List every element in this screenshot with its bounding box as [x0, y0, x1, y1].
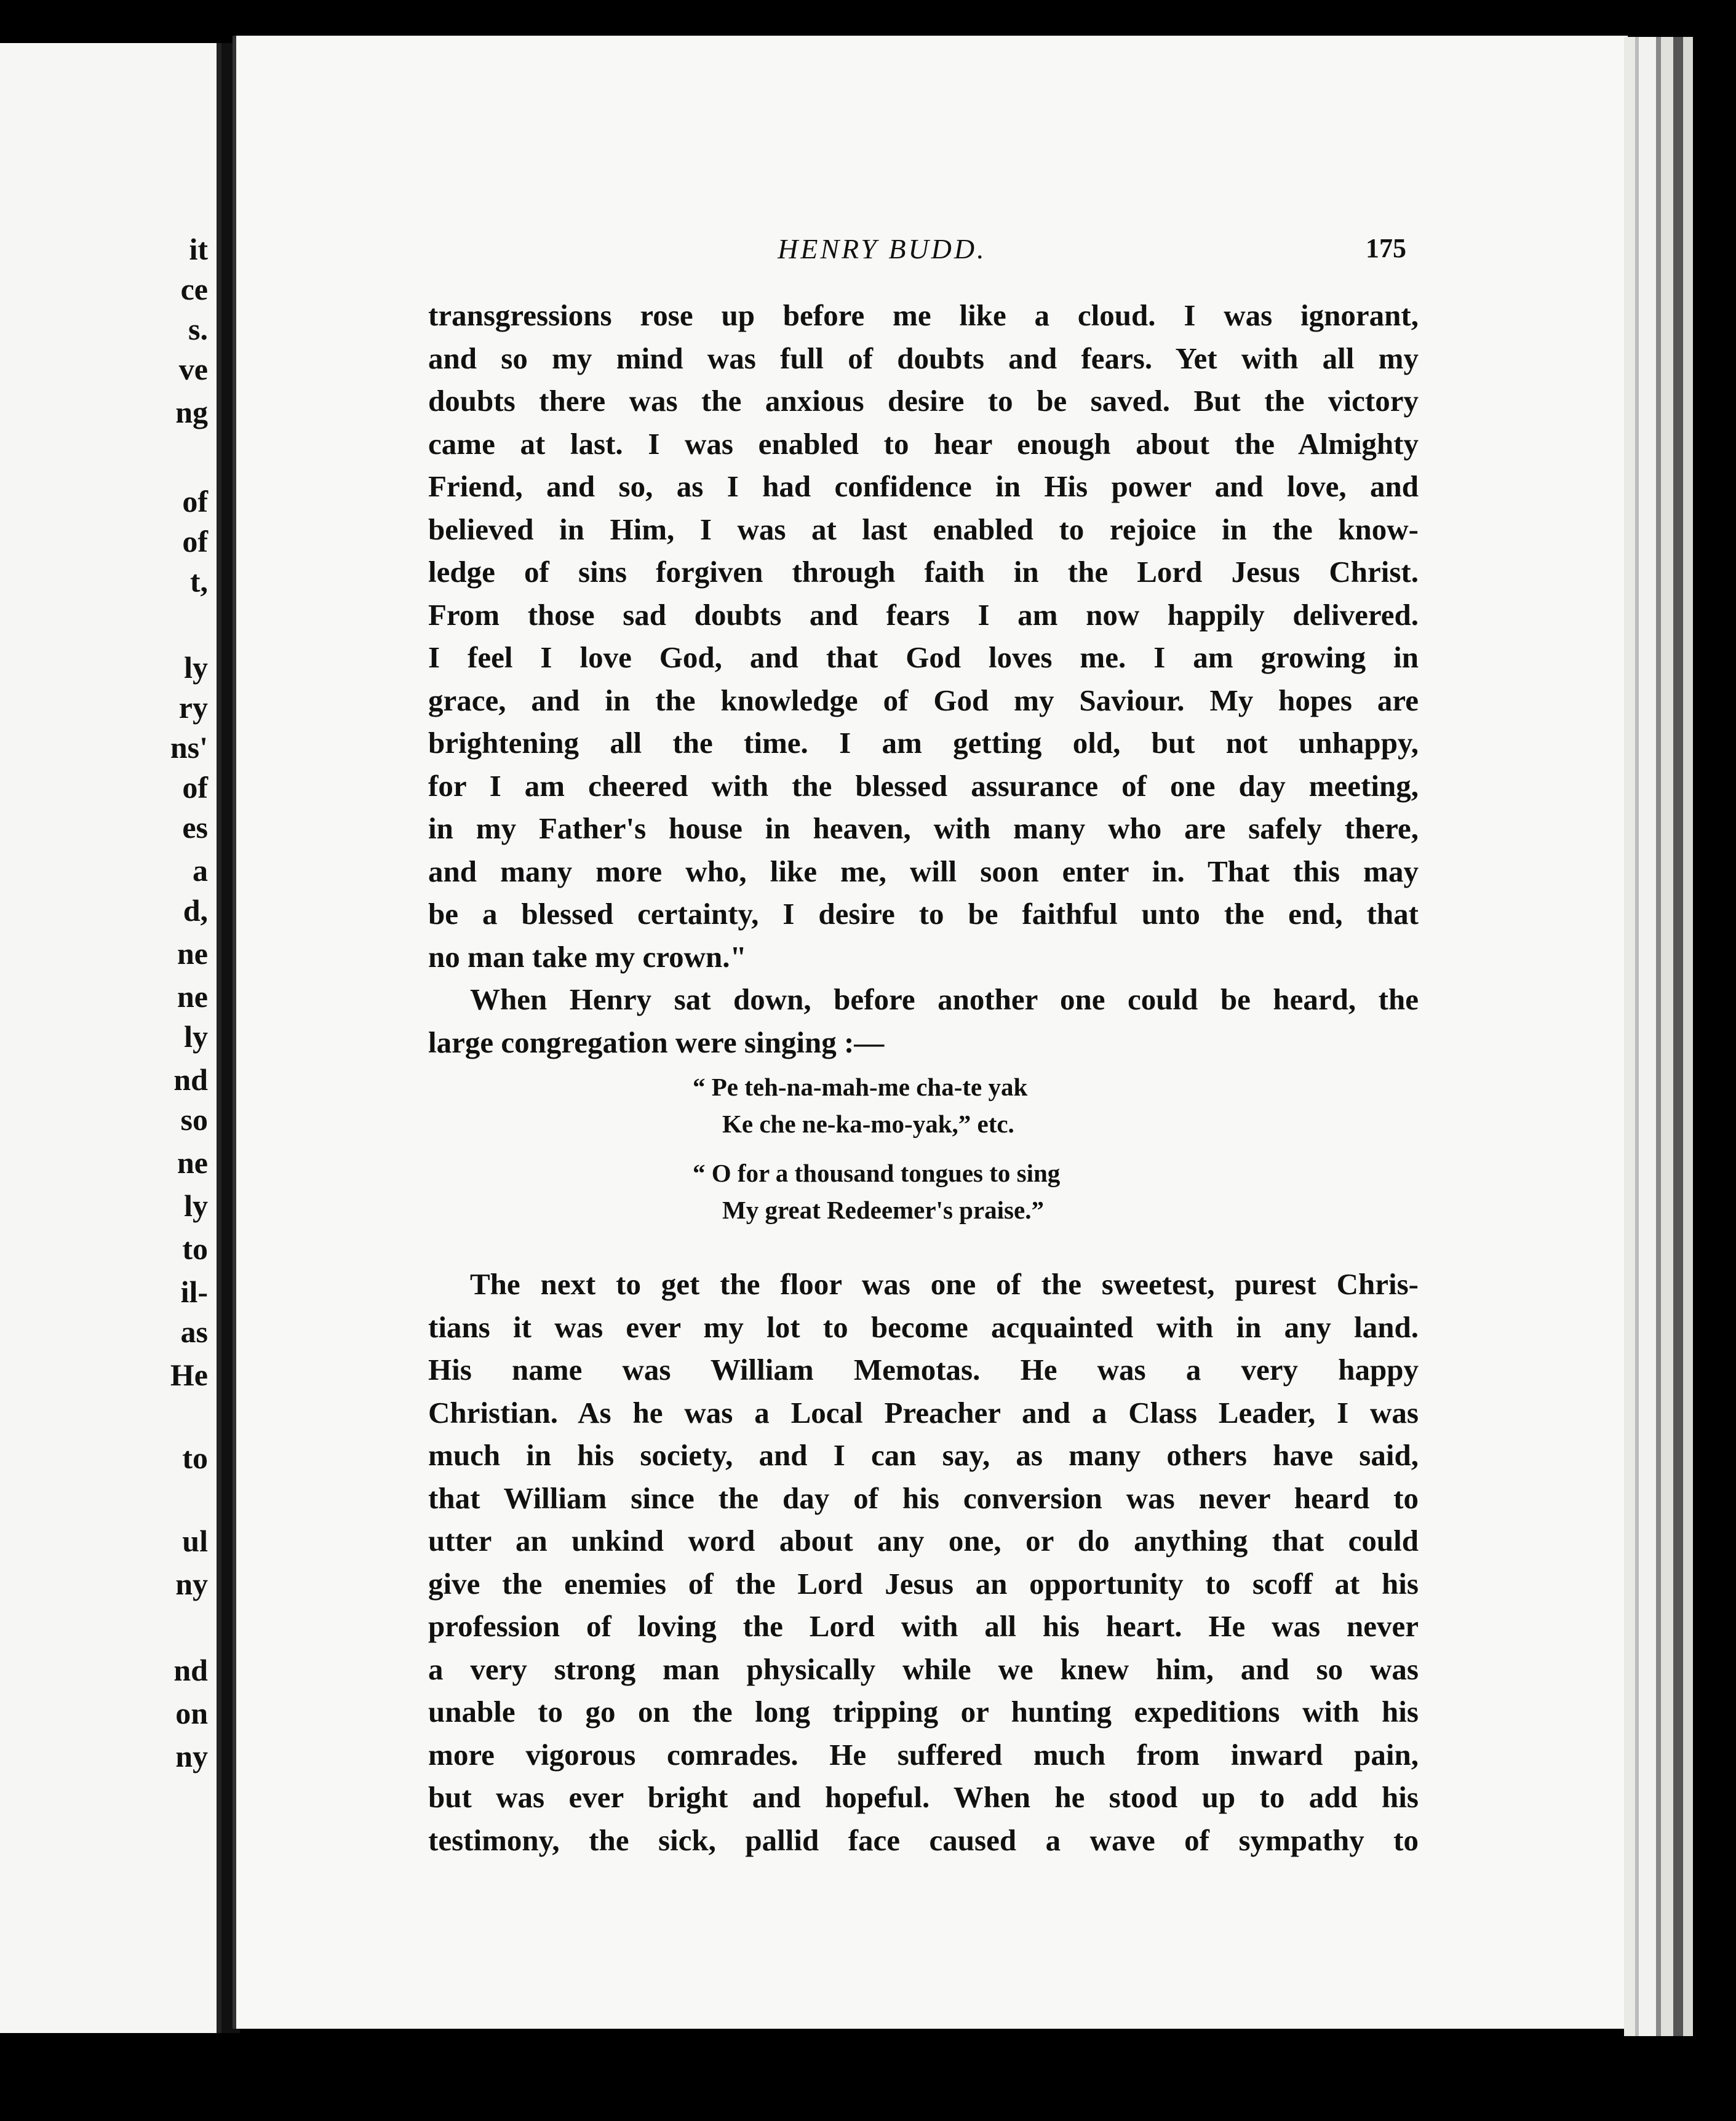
left-page-fragment: il- [180, 1275, 208, 1309]
text-line: in my Father's house in heaven, with many who are safely there, [428, 811, 1419, 845]
text-line: and many more who, like me, will soon enter in. That this may [428, 854, 1419, 888]
left-page-fragment: ly [184, 1019, 208, 1054]
text-line: From those sad doubts and fears I am now happily delivered. [428, 597, 1419, 632]
left-page-fragment: of [182, 770, 208, 805]
left-page-fragment: on [175, 1696, 208, 1730]
previous-page-edge [0, 43, 221, 2033]
text-line: much in his society, and I can say, as many others have said, [428, 1438, 1419, 1472]
text-line: a very strong man physically while we knew him, and so was [428, 1652, 1419, 1686]
left-page-fragment: ly [184, 650, 208, 685]
body-text [428, 294, 1419, 1861]
left-page-fragment: ny [175, 1739, 208, 1773]
text-line: profession of loving the Lord with all his heart. He was never [428, 1609, 1419, 1643]
left-page-fragment: ne [177, 1145, 208, 1180]
left-page-fragment: ns' [170, 730, 208, 765]
text-line: grace, and in the knowledge of God my Saviour. My hopes are [428, 683, 1419, 717]
hymn-verse [693, 1068, 1419, 1142]
text-line: Christian. As he was a Local Preacher and a Class Leader, I was [428, 1395, 1419, 1430]
left-page-fragment: ng [175, 395, 208, 429]
left-page-fragment: as [180, 1315, 208, 1349]
text-line: came at last. I was enabled to hear enough about the Almighty [428, 426, 1419, 461]
verse-line: “ O for a thousand tongues to sing [693, 1159, 1061, 1187]
text-line: The next to get the floor was one of the sweetest, purest Chris- [470, 1267, 1419, 1301]
text-line: unable to go on the long tripping or hunting expeditions with his [428, 1695, 1419, 1729]
text-line: large congregation were singing :— [428, 1025, 885, 1059]
text-line: for I am cheered with the blessed assurance of one day meeting, [428, 768, 1419, 803]
verse-line: My great Redeemer's praise.” [722, 1196, 1044, 1224]
text-line: more vigorous comrades. He suffered much from inward pain, [428, 1737, 1419, 1772]
left-page-fragment: nd [173, 1062, 208, 1097]
left-page-fragment: of [182, 524, 208, 559]
text-line: His name was William Memotas. He was a very happy [428, 1353, 1419, 1387]
left-page-fragment: t, [189, 564, 208, 599]
text-line: give the enemies of the Lord Jesus an opportunity to scoff at his [428, 1566, 1419, 1601]
text-line: believed in Him, I was at last enabled to rejoice in the know- [428, 512, 1419, 546]
text-line: brightening all the time. I am getting old, but not unhappy, [428, 726, 1419, 760]
text-line: ledge of sins forgiven through faith in the Lord Jesus Christ. [428, 555, 1419, 589]
left-page-fragment: d, [183, 893, 208, 928]
left-page-fragment: to [182, 1232, 208, 1266]
left-page-fragment: so [180, 1102, 208, 1137]
text-line: no man take my crown." [428, 939, 747, 974]
text-line: be a blessed certainty, I desire to be faithful unto the end, that [428, 897, 1419, 931]
left-page-fragment: ly [184, 1188, 208, 1223]
book-page [233, 36, 1628, 2029]
text-line: When Henry sat down, before another one could be heard, the [470, 982, 1419, 1016]
left-page-fragment: to [182, 1441, 208, 1475]
left-page-fragment: es [182, 810, 208, 845]
page-header [236, 233, 1628, 269]
left-page-fragment: ne [177, 936, 208, 971]
text-line: Friend, and so, as I had confidence in His power and love, and [428, 469, 1419, 503]
text-line: that William since the day of his conversion was never heard to [428, 1481, 1419, 1515]
left-page-fragment: ne [177, 979, 208, 1014]
text-line: doubts there was the anxious desire to be saved. But the victory [428, 384, 1419, 418]
left-page-fragment: ve [178, 352, 208, 386]
text-line: utter an unkind word about any one, or do anything that could [428, 1524, 1419, 1558]
left-page-fragment: nd [173, 1653, 208, 1687]
left-page-fragment: a [193, 853, 208, 888]
left-page-fragment: ny [175, 1567, 208, 1601]
left-page-fragment: ry [178, 690, 208, 725]
text-line: and so my mind was full of doubts and fears. Yet with all my [428, 341, 1419, 375]
text-line: I feel I love God, and that God loves me. I am growing in [428, 640, 1419, 674]
page-number: 175 [1366, 233, 1406, 263]
paragraph [428, 978, 1419, 1064]
left-page-fragment: s. [188, 312, 208, 346]
text-line: transgressions rose up before me like a cloud. I was ignorant, [428, 298, 1419, 332]
text-line: testimony, the sick, pallid face caused a wave of sympathy to [428, 1823, 1419, 1857]
text-line: but was ever bright and hopeful. When he stood up to add his [428, 1780, 1419, 1814]
book-binding-edge [1624, 37, 1710, 2036]
left-page-fragment: ce [180, 272, 208, 306]
left-page-fragment: it [189, 232, 208, 266]
paragraph [428, 1263, 1419, 1861]
left-page-fragment: ul [182, 1524, 208, 1558]
paragraph [428, 294, 1419, 978]
text-line: tians it was ever my lot to become acquainted with in any land. [428, 1310, 1419, 1344]
verse-line: “ Pe teh-na-mah-me cha-te yak [693, 1073, 1028, 1101]
running-head: HENRY BUDD. [778, 233, 987, 265]
left-page-fragment: He [170, 1358, 208, 1392]
hymn-verse [693, 1155, 1419, 1228]
hymn-verses [693, 1068, 1419, 1228]
verse-line: Ke che ne-ka-mo-yak,” etc. [722, 1110, 1014, 1138]
left-page-fragment: of [182, 484, 208, 519]
